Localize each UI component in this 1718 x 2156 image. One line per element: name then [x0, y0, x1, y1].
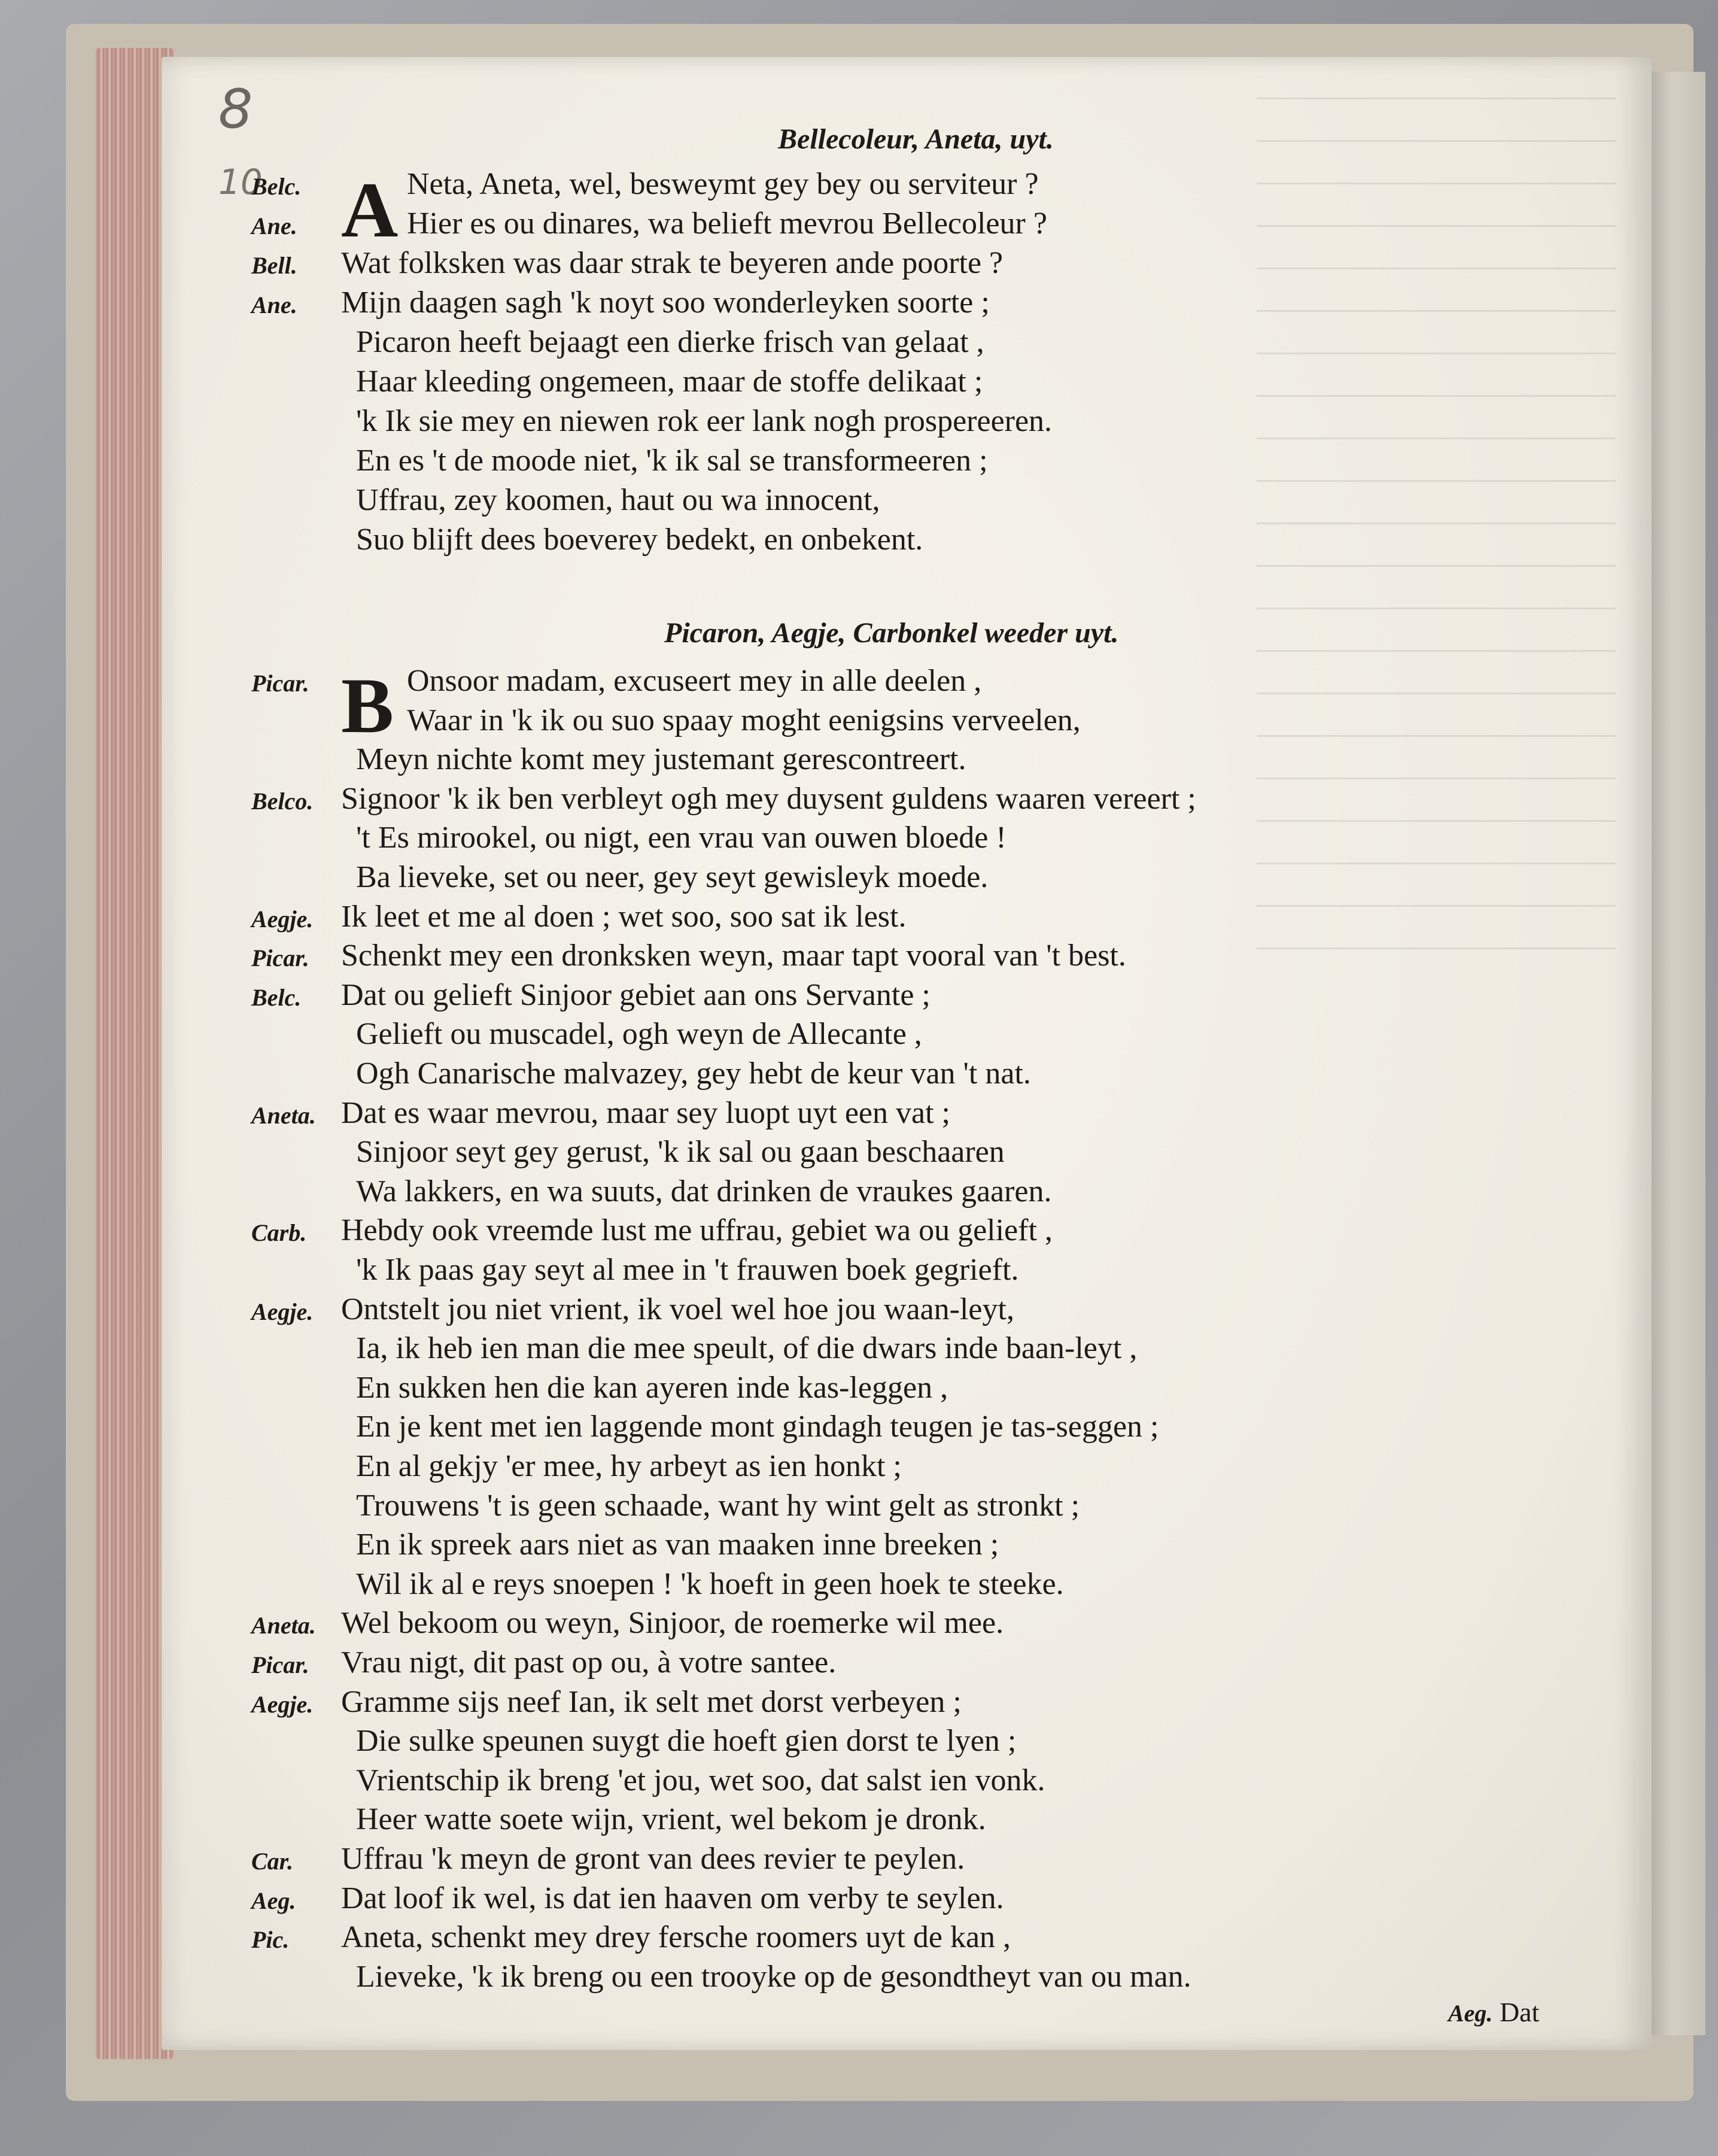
- verse-text: Gramme sijs neef Ian, ik selt met dorst verbeyen ;: [341, 1684, 962, 1719]
- speaker-label: Belco.: [251, 787, 314, 815]
- verse-text: 't Es mirookel, ou nigt, een vrau van ouwen bloede !: [356, 821, 1007, 855]
- speaker-label: Car.: [251, 1848, 294, 1875]
- speaker-label: Ane.: [251, 291, 297, 318]
- verse-text: Haar kleeding ongemeen, maar de stoffe delikaat ;: [356, 365, 983, 399]
- speaker-label: Picar.: [251, 945, 309, 972]
- verse-text: Uffrau 'k meyn de gront van dees revier te peylen.: [341, 1842, 965, 1876]
- drop-initial: A: [341, 166, 399, 254]
- speaker-label: Aegje.: [251, 905, 314, 933]
- verse-text: En sukken hen die kan ayeren inde kas-leggen ,: [356, 1370, 948, 1405]
- verse-text: Trouwens 't is geen schaade, want hy wint gelt as stronkt ;: [356, 1488, 1080, 1523]
- verse-text: 'k Ik sie mey en niewen rok eer lank nogh prospereeren.: [356, 404, 1053, 438]
- speaker-label: Carb.: [251, 1219, 307, 1247]
- verse-text: Suo blijft dees boeverey bedekt, en onbekent.: [356, 523, 923, 557]
- stage-direction: Bellecoleur, Aneta, uyt.: [778, 123, 1054, 155]
- speaker-label: Aneta.: [251, 1101, 316, 1129]
- verse-text: Meyn nichte komt mey justemant gerescontreert.: [356, 742, 966, 777]
- verse-text: En ik spreek aars niet as van maaken inne breeken ;: [356, 1528, 999, 1562]
- speaker-label: Bell.: [251, 252, 297, 279]
- printed-page: [162, 57, 1652, 2050]
- drop-initial: B: [341, 661, 394, 749]
- verse-text: Hier es ou dinares, wa belieft mevrou Bellecoleur ?: [407, 207, 1047, 241]
- verse-text: Neta, Aneta, wel, besweymt gey bey ou serviteur ?: [407, 167, 1039, 201]
- speaker-label: Pic.: [251, 1926, 290, 1954]
- pencil-annotation: 8: [218, 78, 253, 141]
- speaker-label: Aeg.: [251, 1887, 296, 1914]
- speaker-label: Aegje.: [251, 1298, 314, 1325]
- verse-text: Ba lieveke, set ou neer, gey seyt gewisleyk moede.: [356, 860, 989, 894]
- verse-text: En al gekjy 'er mee, hy arbeyt as ien honkt ;: [356, 1449, 902, 1483]
- speaker-label: Picar.: [251, 1651, 309, 1678]
- pencil-line-number: 10: [218, 162, 263, 202]
- verse-text: En es 't de moode niet, 'k ik sal se transformeeren ;: [356, 444, 988, 478]
- verse-text: Wa lakkers, en wa suuts, dat drinken de vraukes gaaren.: [356, 1174, 1052, 1208]
- verse-text: Waar in 'k ik ou suo spaay moght eenigsins verveelen,: [407, 703, 1081, 737]
- verse-text: Ik leet et me al doen ; wet soo, soo sat ik lest.: [341, 899, 907, 934]
- show-through-text: [1233, 57, 1652, 2050]
- verse-text: Sinjoor seyt gey gerust, 'k ik sal ou gaan beschaaren: [356, 1135, 1005, 1170]
- verse-text: Schenkt mey een dronksken weyn, maar tapt vooral van 't best.: [341, 939, 1126, 973]
- verse-text: Hebdy ook vreemde lust me uffrau, gebiet wa ou gelieft ,: [341, 1213, 1053, 1248]
- stage-direction: Picaron, Aegje, Carbonkel weeder uyt.: [664, 617, 1119, 649]
- catchword-speaker: Aeg.: [1448, 2000, 1493, 2027]
- catchword-word: Dat: [1499, 1997, 1540, 2027]
- speaker-label: Belc.: [251, 173, 302, 200]
- verse-text: Signoor 'k ik ben verbleyt ogh mey duysent guldens waaren vereert ;: [341, 781, 1196, 816]
- verse-text: Uffrau, zey koomen, haut ou wa innocent,: [356, 483, 880, 517]
- verse-text: Mijn daagen sagh 'k noyt soo wonderleyken soorte ;: [341, 286, 990, 320]
- speaker-label: Belc.: [251, 983, 302, 1011]
- verse-text: Ontstelt jou niet vrient, ik voel wel hoe jou waan-leyt,: [341, 1292, 1014, 1326]
- speaker-label: Aneta.: [251, 1612, 316, 1639]
- verse-text: Heer watte soete wijn, vrient, wel bekom je dronk.: [356, 1802, 986, 1837]
- verse-text: Ogh Canarische malvazey, gey hebt de keur van 't nat.: [356, 1056, 1031, 1091]
- verse-text: Wel bekoom ou weyn, Sinjoor, de roemerke wil mee.: [341, 1606, 1004, 1641]
- verse-text: Lieveke, 'k ik breng ou een trooyke op de gesondtheyt van ou man.: [356, 1959, 1191, 1994]
- verse-text: Die sulke speunen suygt die hoeft gien dorst te lyen ;: [356, 1724, 1017, 1759]
- verse-text: Picaron heeft bejaagt een dierke frisch van gelaat ,: [356, 325, 984, 359]
- verse-text: Aneta, schenkt mey drey fersche roomers uyt de kan ,: [341, 1920, 1011, 1955]
- verse-text: 'k Ik paas gay seyt al mee in 't frauwen boek gegrieft.: [356, 1253, 1019, 1287]
- facing-page-edge: [1652, 72, 1705, 2035]
- verse-text: Onsoor madam, excuseert mey in alle deelen ,: [407, 664, 982, 698]
- verse-text: Wat folksken was daar strak te beyeren ande poorte ?: [341, 246, 1004, 280]
- speaker-label: Aegje.: [251, 1690, 314, 1718]
- verse-text: Dat es waar mevrou, maar sey luopt uyt een vat ;: [341, 1095, 950, 1130]
- verse-text: Wil ik al e reys snoepen ! 'k hoeft in geen hoek te steeke.: [356, 1566, 1064, 1601]
- verse-text: Ia, ik heb ien man die mee speult, of die dwars inde baan-leyt ,: [356, 1331, 1138, 1366]
- catchword: [1448, 1996, 1539, 2028]
- verse-text: Gelieft ou muscadel, ogh weyn de Allecante ,: [356, 1017, 922, 1052]
- verse-text: Vrientschip ik breng 'et jou, wet soo, dat salst ien vonk.: [356, 1763, 1045, 1797]
- speaker-label: Picar.: [251, 670, 309, 697]
- verse-text: Vrau nigt, dit past op ou, à votre santee.: [341, 1645, 837, 1680]
- verse-text: En je kent met ien laggende mont gindagh teugen je tas-seggen ;: [356, 1410, 1159, 1444]
- verse-text: Dat loof ik wel, is dat ien haaven om verby te seylen.: [341, 1881, 1004, 1915]
- verse-text: Dat ou gelieft Sinjoor gebiet aan ons Servante ;: [341, 977, 931, 1012]
- speaker-label: Ane.: [251, 212, 297, 239]
